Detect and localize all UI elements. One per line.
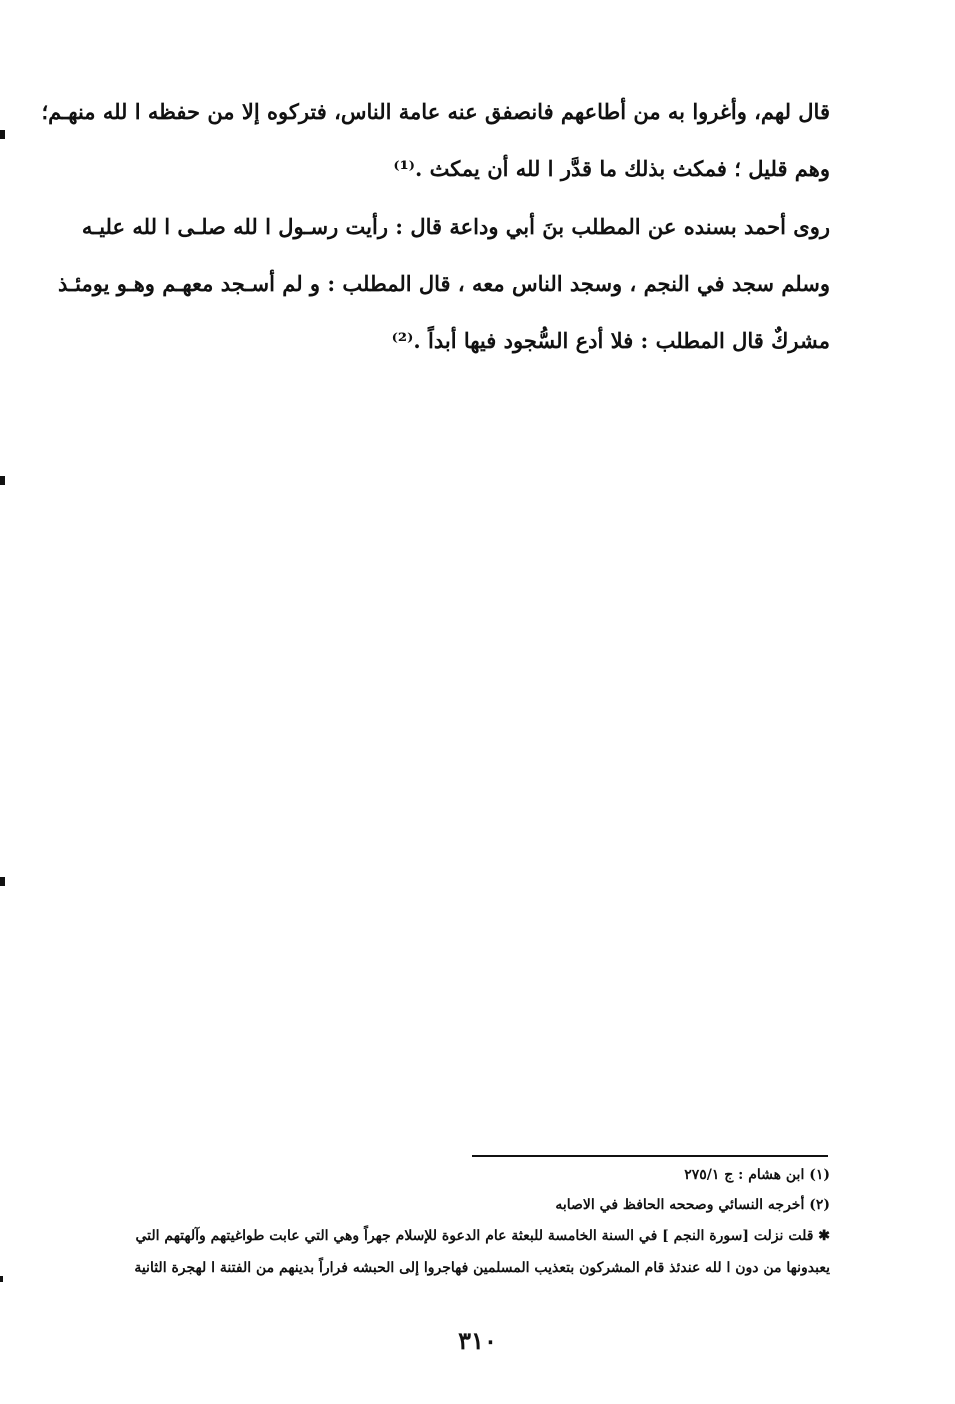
footnotes [78,1160,830,1284]
scan-edge-mark [0,877,5,886]
footnote-1: (١) ابن هشام : ج ٢٧٥/١ [684,1167,830,1183]
page-number: ٣١٠ [458,1326,497,1355]
footnote-3-line-2: يعبدونها من دون ا لله عندئذ قام المشركون بتعذيب المسلمين فهاجروا إلى الحبشه فراراً بدينهم من الفتنة ا لهجرة الثانية [134,1260,830,1276]
scan-edge-mark [0,476,5,485]
scan-edge-mark [0,130,5,139]
footnote-2: (٢) أخرجه النسائي وصححه الحافظ في الاصابه [555,1197,830,1213]
text-line: قال لهم، وأغروا به من أطاعهم فانصفق عنه عامة الناس، فتركوه إلا من حفظه ا لله منهـم؛ [41,99,830,124]
text-line: وهم قليل ؛ فمكث بذلك ما قدَّر ا لله أن يمكث .⁽¹⁾ [393,156,830,181]
body-paragraph-2 [57,198,830,369]
text-line: وسلم سجد في النجم ، وسجد الناس معه ، قال المطلب : و لم أسـجد معهـم وهـو يومئـذ [57,271,830,296]
footnote-3-line-1: ✱ قلت نزلت [سورة النجم ] في السنة الخامسة للبعثة عام الدعوة للإسلام جهراً وهي التي عابت طواغيتهم وآلهتهم التي [135,1228,830,1244]
footnote-separator [472,1155,828,1157]
body-paragraph-1 [41,83,830,197]
scan-edge-mark [0,1276,3,1282]
text-line: مشركٌ قال المطلب : فلا أدع السُّجود فيها أبداً .⁽²⁾ [391,328,830,353]
text-line: روى أحمد بسنده عن المطلب بنَ أبي وداعة قال : رأيت رسـول ا لله صلـى ا لله عليـه [81,214,830,239]
